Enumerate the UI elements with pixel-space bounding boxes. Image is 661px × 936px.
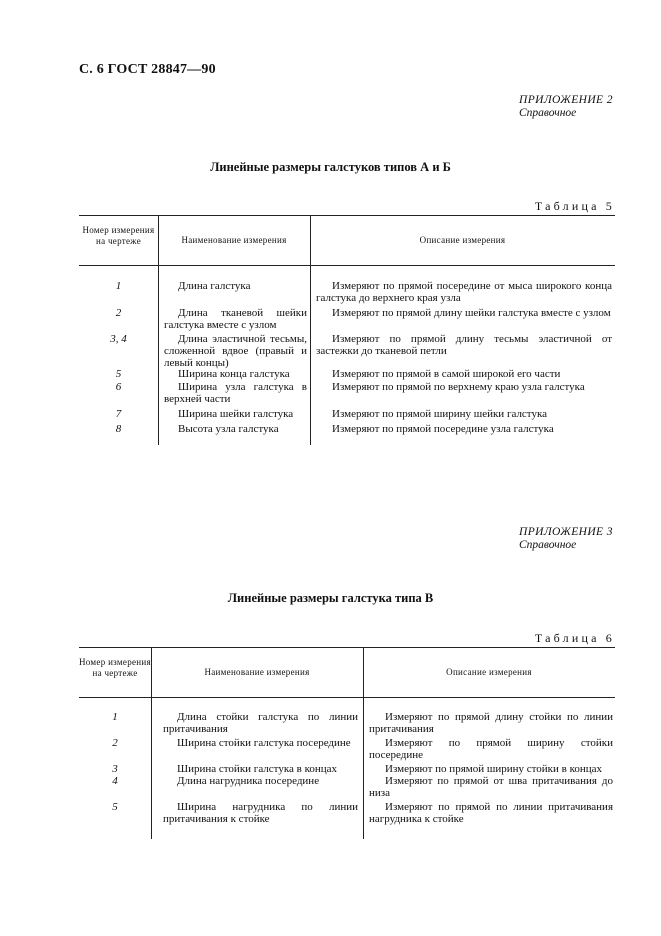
row-number: 4 bbox=[112, 775, 118, 787]
appendix-3-label bbox=[519, 526, 613, 552]
row-description: Измеряют по прямой ширину стойки в концах bbox=[385, 763, 603, 775]
table-6-header-desc: Описание измерения bbox=[446, 667, 532, 677]
table-5-col-divider-1 bbox=[158, 215, 159, 445]
table-5-header-name: Наименование измерения bbox=[181, 235, 287, 245]
row-number: 5 bbox=[115, 368, 122, 380]
row-number: 2 bbox=[112, 737, 118, 749]
row-description: Измеряют по прямой ширину стойки посередине bbox=[369, 737, 613, 761]
table-6-header-num: Номер измерения на чертеже bbox=[79, 657, 151, 678]
row-number: 3 bbox=[112, 763, 118, 775]
row-name: Ширина конца галстука bbox=[178, 368, 290, 380]
section-2-title: Линейные размеры галстука типа В bbox=[227, 591, 434, 605]
row-description: Измеряют по прямой длину стойки по линии притачивания bbox=[369, 711, 613, 735]
row-description: Измеряют по прямой по линии притачивания нагрудника к стойке bbox=[369, 801, 613, 825]
table-5 bbox=[79, 215, 615, 445]
table-6-header-border bbox=[79, 697, 615, 698]
row-description: Измеряют по прямой посередине от мыса широкого конца галстука до верхнего края узла bbox=[316, 280, 612, 304]
appendix-2-title: ПРИЛОЖЕНИЕ 2 bbox=[519, 94, 613, 106]
row-name: Ширина шейки галстука bbox=[178, 408, 294, 420]
row-number: 6 bbox=[115, 381, 122, 393]
row-name: Ширина стойки галстука посередине bbox=[177, 737, 351, 749]
row-number: 1 bbox=[112, 711, 118, 723]
row-number: 8 bbox=[115, 423, 122, 435]
appendix-2-subtitle: Справочное bbox=[519, 107, 577, 119]
row-name: Ширина узла галстука в верхней части bbox=[164, 381, 307, 405]
table-5-header-desc: Описание измерения bbox=[419, 235, 506, 245]
row-number: 7 bbox=[115, 408, 122, 420]
row-name: Ширина стойки галстука в концах bbox=[177, 763, 338, 775]
appendix-2-label bbox=[519, 94, 613, 120]
page-header: С. 6 ГОСТ 28847—90 bbox=[79, 62, 216, 77]
row-description: Измеряют по прямой в самой широкой его части bbox=[332, 368, 561, 380]
table-6 bbox=[79, 647, 615, 839]
row-description: Измеряют по прямой ширину шейки галстука bbox=[332, 408, 548, 420]
row-description: Измеряют по прямой длину тесьмы эластичной от застежки до тканевой петли bbox=[316, 333, 612, 357]
row-name: Высота узла галстука bbox=[178, 423, 279, 435]
row-name: Длина эластичной тесьмы, сложенной вдвое (правый и левый концы) bbox=[164, 333, 307, 369]
table-6-label: Таблица 6 bbox=[534, 631, 615, 645]
table-5-header-border bbox=[79, 265, 615, 266]
row-name: Длина нагрудника посередине bbox=[177, 775, 320, 787]
appendix-3-title: ПРИЛОЖЕНИЕ 3 bbox=[519, 526, 613, 538]
table-5-top-border bbox=[79, 215, 615, 216]
row-number: 3, 4 bbox=[110, 333, 127, 345]
table-5-label: Таблица 5 bbox=[534, 199, 615, 213]
row-description: Измеряют по прямой по верхнему краю узла галстука bbox=[332, 381, 585, 393]
row-name: Длина стойки галстука по линии притачивания bbox=[163, 711, 358, 735]
row-description: Измеряют по прямой длину шейки галстука вместе с узлом bbox=[332, 307, 611, 319]
row-number: 1 bbox=[115, 280, 122, 292]
row-number: 2 bbox=[115, 307, 122, 319]
row-description: Измеряют по прямой от шва притачивания до низа bbox=[369, 775, 613, 799]
section-1-title: Линейные размеры галстуков типов А и Б bbox=[210, 160, 451, 174]
table-6-top-border bbox=[79, 647, 615, 648]
row-description: Измеряют по прямой посередине узла галстука bbox=[332, 423, 554, 435]
row-name: Длина галстука bbox=[178, 280, 251, 292]
table-5-header-num: Номер измерения на чертеже bbox=[82, 225, 155, 246]
row-name: Длина тканевой шейки галстука вместе с узлом bbox=[164, 307, 307, 331]
row-name: Ширина нагрудника по линии притачивания к стойке bbox=[163, 801, 358, 825]
appendix-3-subtitle: Справочное bbox=[519, 539, 577, 551]
row-number: 5 bbox=[112, 801, 118, 813]
table-5-col-divider-2 bbox=[310, 215, 311, 445]
table-6-header-name: Наименование измерения bbox=[204, 667, 310, 677]
